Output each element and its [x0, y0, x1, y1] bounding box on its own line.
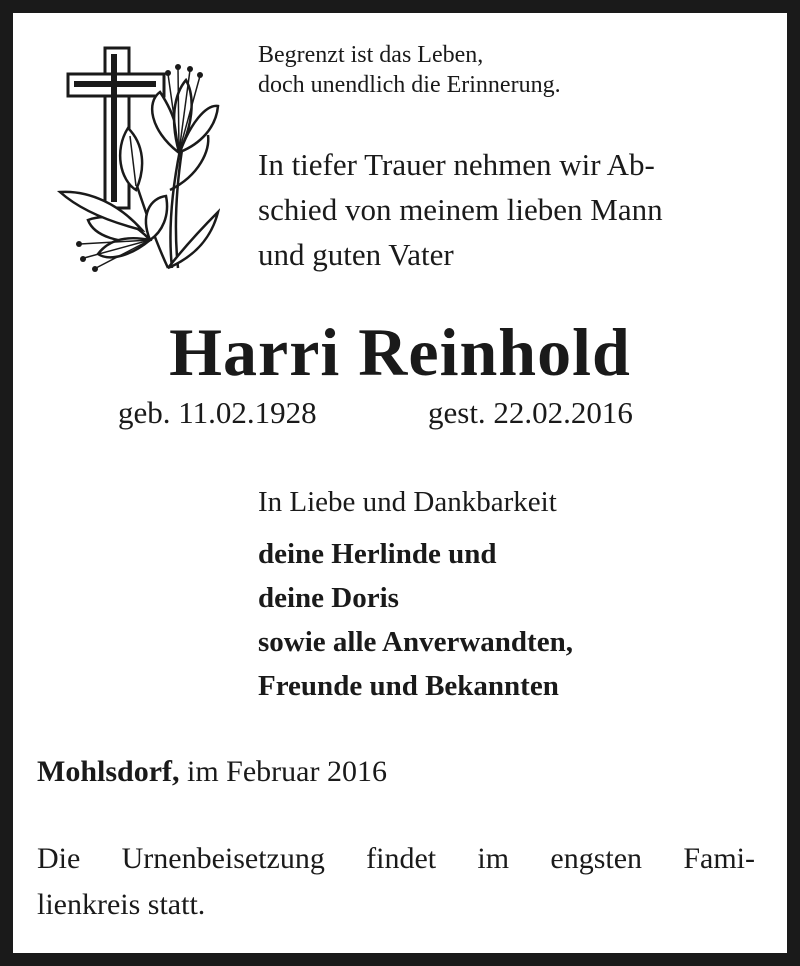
place-town: Mohlsdorf,	[37, 755, 180, 788]
mourner-line: deine Herlinde und	[258, 538, 497, 570]
intro-text	[258, 142, 663, 277]
intro-line: und guten Vater	[258, 237, 454, 272]
mourner-line: sowie alle Anverwandten,	[258, 626, 573, 658]
intro-line: schied von meinem lieben Mann	[258, 192, 663, 227]
notice-line: lienkreis statt.	[37, 888, 206, 921]
mourners-list	[258, 532, 573, 708]
thanks-line: In Liebe und Dankbarkeit	[258, 486, 557, 518]
birth-date: geb. 11.02.1928	[118, 395, 317, 430]
notice-line: Die Urnenbeisetzung findet im engsten Fami-	[37, 842, 755, 875]
intro-line: In tiefer Trauer nehmen wir Ab-	[258, 147, 655, 182]
mourner-line: Freunde und Bekannten	[258, 670, 559, 702]
place-and-date	[37, 752, 387, 792]
mourner-line: deine Doris	[258, 582, 399, 614]
burial-notice	[37, 836, 755, 928]
deceased-name: Harri Reinhold	[169, 314, 631, 390]
motto-line: Begrenzt ist das Leben,	[258, 42, 484, 68]
motto-line: doch unendlich die Erinnerung.	[258, 72, 561, 98]
place-date: im Februar 2016	[187, 755, 387, 788]
motto	[258, 40, 561, 100]
cross-with-lilies-icon	[50, 40, 220, 272]
death-date: gest. 22.02.2016	[428, 395, 633, 430]
